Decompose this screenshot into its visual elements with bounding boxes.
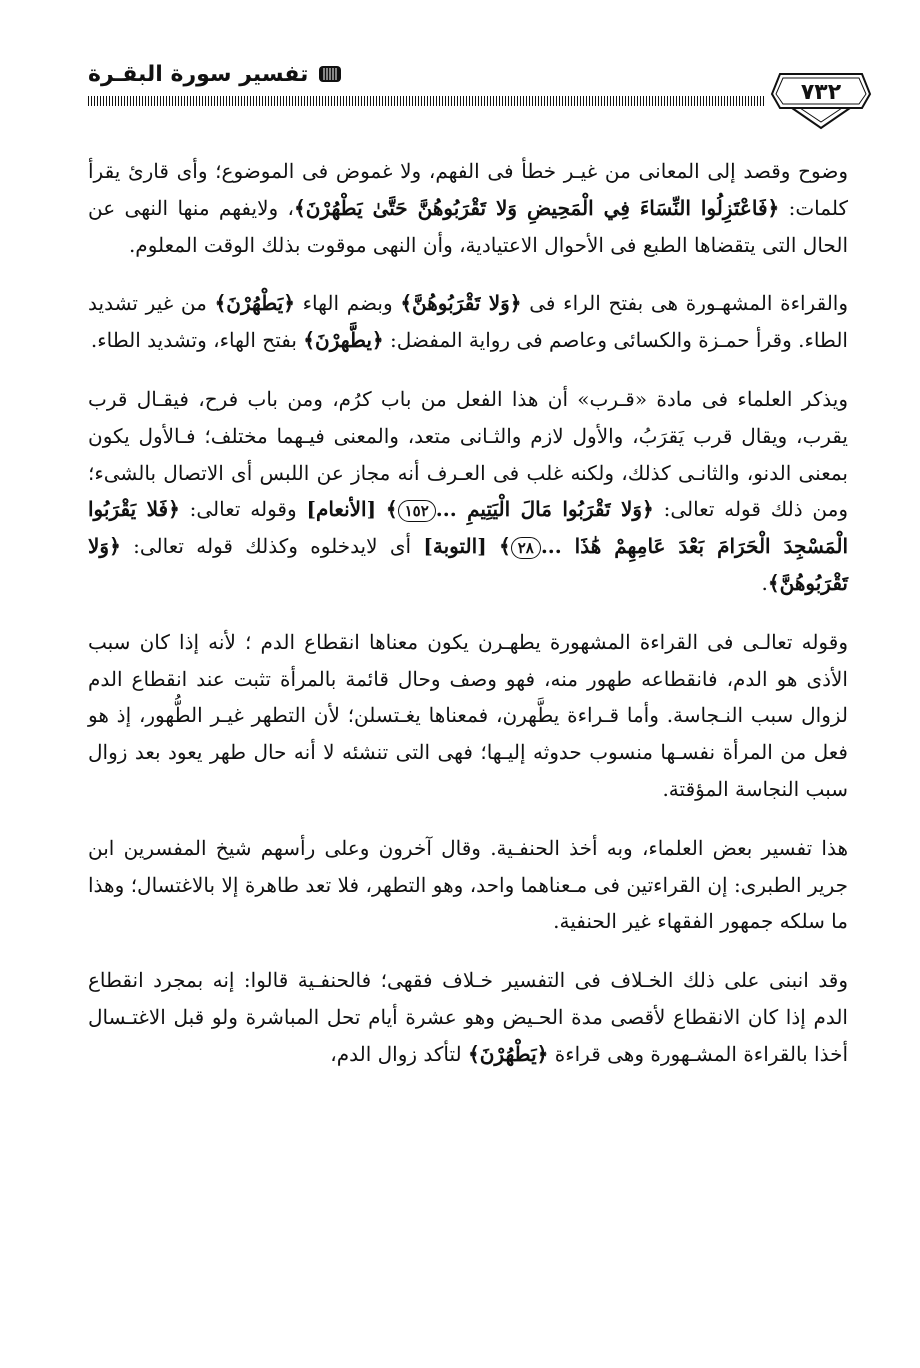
page-header bbox=[0, 0, 920, 150]
text-run: هذا تفسير بعض العلماء، وبه أخذ الحنفـية. وقال آخرون وعلى رأسهم شيخ المفسرين ابن جرير الطبرى: إن القراءتين فى مـعناهما واحد، وهو التطهر، فلا تعد طاهرة إلا بالاغتسال؛ وهذا ما سلكه جمهور الفقهاء غير الحنفية. bbox=[88, 835, 848, 934]
surah-reference: [الأنعام] bbox=[306, 497, 377, 522]
text-run: ويذكر العلماء فى مادة «قـرب» أن هذا الفعل من باب كرُم، ومن باب فرح، فيقـال قرب يقرب، ويقال قرب يَقرَبُ، والأول لازم والثـانى متعد، والمعنى فيـهما مختلف؛ فـالأول يكون بمعنى الدنو، والثانـى كذلك، ولكنه غلب فى العـرف أنه مجاز عن اللبس أى الاتصال بالشىء؛ ومن ذلك قوله تعالى: bbox=[88, 386, 849, 522]
quran-verse: ﴿فَلا يَقْرَبُوا الْمَسْجِدَ الْحَرَامَ بَعْدَ عَامِهِمْ هَٰذَا ... bbox=[88, 497, 848, 559]
paragraph bbox=[88, 962, 848, 1072]
verse-number: ٢٨ bbox=[511, 537, 541, 559]
paragraph bbox=[88, 624, 848, 808]
text-run: من غير تشديد الطاء. وقرأ حمـزة والكسائى وعاصم فى رواية المفضل: bbox=[88, 291, 848, 353]
text-run: . bbox=[761, 570, 768, 595]
text-run: والقراءة المشهـورة هى بفتح الراء فى bbox=[521, 291, 849, 316]
text-run: لتأكد زوال الدم، bbox=[330, 1041, 469, 1066]
text-run bbox=[487, 534, 499, 558]
quran-verse: ﴿يَطْهُرْنَ﴾ bbox=[214, 291, 295, 316]
text-run: وضوح وقصد إلى المعانى من غيـر خطأ فى الفهم، ولا غموض فى الموضوع؛ وأى قارئ يقرأ كلمات: bbox=[88, 159, 848, 220]
text-run: بفتح الهاء، وتشديد الطاء. bbox=[90, 328, 304, 353]
quran-verse: ﴿وَلا تَقْرَبُوا مَالَ الْيَتِيمِ ... bbox=[435, 497, 654, 522]
ornament-icon bbox=[318, 64, 342, 84]
text-run: أى لايدخلوه وكذلك قوله تعالى: bbox=[120, 534, 424, 559]
surah-reference: [التوبة] bbox=[423, 534, 487, 559]
quran-verse: ﴿فَاعْتَزِلُوا النِّسَاءَ فِي الْمَحِيضِ وَلا تَقْرَبُوهُنَّ حَتَّىٰ يَطْهُرْنَ﴾ bbox=[294, 195, 780, 220]
quran-verse: ﴾ bbox=[385, 497, 398, 522]
quran-verse: ﴿وَلا تَقْرَبُوهُنَّ﴾ bbox=[400, 291, 522, 316]
text-run: وقوله تعالـى فى القراءة المشهورة يطهـرن يكون معناها انقطاع الدم ؛ لأنه إذا كان سبب الأذى هو الدم، فانقطاعه طهور منه، فهو وصف وحال قائمة بالمرأة تثبت عند انقطاع الدم لزوال سبب النـجاسة. وأما قـراءة يطَّهرن، فمعناها يغـتسلن؛ لأن التطهر غيـر الطُّهور، إذ هو فعل من المرأة نفسـها منسوب حدوثه إليـها؛ فهى التى تنشئه لا أنه حال طهر يعود بعد زوال سبب النجاسة المؤقتة. bbox=[88, 629, 848, 801]
text-run bbox=[376, 497, 386, 521]
quran-verse: ﴿يَطْهُرْنَ﴾ bbox=[468, 1041, 549, 1066]
text-run: وبضم الهاء bbox=[294, 291, 401, 316]
paragraph bbox=[88, 153, 848, 263]
quran-verse: ﴿يطَّهرْنَ﴾ bbox=[303, 328, 384, 353]
quran-verse: ﴿وَلا تَقْرَبُوهُنَّ﴾ bbox=[88, 534, 848, 595]
page-number: ٧٣٢ bbox=[800, 80, 842, 105]
verse-number: ١٥٢ bbox=[398, 500, 436, 522]
text-run: وقوله تعالى: bbox=[179, 497, 307, 522]
header-rule bbox=[88, 96, 764, 106]
body-text bbox=[88, 153, 848, 1073]
text-run: وقد انبنى على ذلك الخـلاف فى التفسير خـلاف فقهى؛ فالحنفـية قالوا: إنه بمجرد انقطاع الدم إذا كان الانقطاع لأقصى مدة الحـيض وهو عشرة أيام تحل المباشرة ولو قبل الاغتـسال أخذا بالقراءة المشـهورة وهى قراءة bbox=[88, 968, 849, 1066]
paragraph bbox=[88, 285, 848, 359]
quran-verse: ﴾ bbox=[499, 534, 511, 559]
running-title: تفسير سورة البقـرة bbox=[88, 62, 309, 87]
paragraph bbox=[88, 830, 848, 940]
text-run: ، ولايفهم منها النهى عن الحال التى يتقضاها الطبع فى الأحوال الاعتيادية، وأن النهى موقوت بذلك الوقت المعلوم. bbox=[88, 195, 848, 257]
paragraph bbox=[88, 381, 848, 602]
